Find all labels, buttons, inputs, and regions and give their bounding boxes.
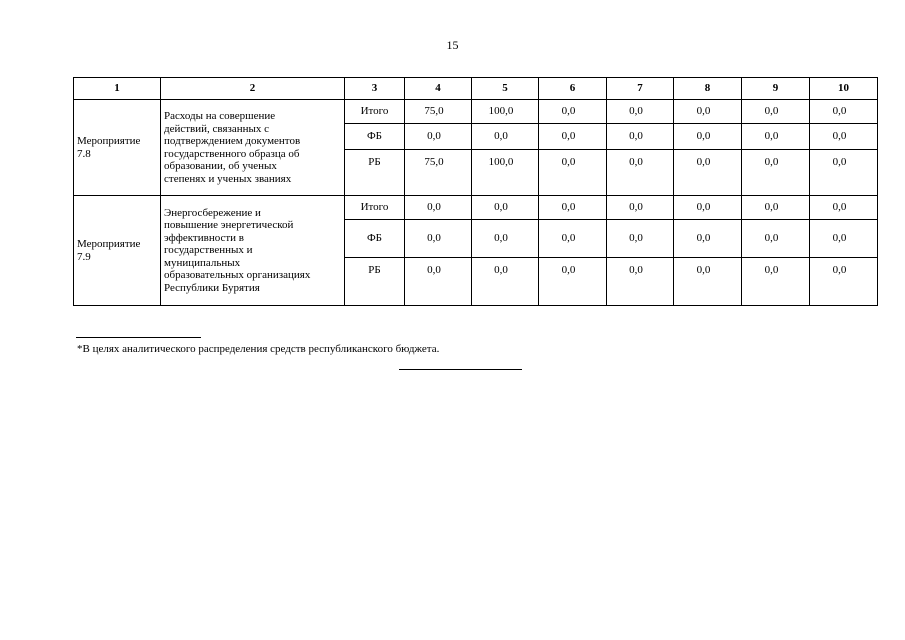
value-cell: 0,0 xyxy=(810,124,878,150)
value-cell: 0,0 xyxy=(405,124,472,150)
column-header: 6 xyxy=(539,78,607,100)
value-cell: 0,0 xyxy=(607,100,674,124)
value-cell: 0,0 xyxy=(607,150,674,196)
value-cell: 0,0 xyxy=(607,196,674,220)
column-header: 4 xyxy=(405,78,472,100)
column-header: 2 xyxy=(161,78,345,100)
value-cell: 0,0 xyxy=(539,124,607,150)
table-row xyxy=(74,100,878,124)
footnote-divider xyxy=(76,337,201,338)
value-cell: 0,0 xyxy=(674,124,742,150)
value-cell: 0,0 xyxy=(472,124,539,150)
table-row xyxy=(74,196,878,220)
value-cell: 0,0 xyxy=(472,258,539,306)
page-number: 15 xyxy=(446,38,459,52)
value-cell: 0,0 xyxy=(539,150,607,196)
source-cell: ФБ xyxy=(345,124,405,150)
value-cell: 0,0 xyxy=(607,220,674,258)
description-cell: Энергосбережение и повышение энергетической эффективности в государственных и муниципальных образовательных организациях Республики Бурятия xyxy=(161,196,345,306)
value-cell: 0,0 xyxy=(742,196,810,220)
column-header: 1 xyxy=(74,78,161,100)
value-cell: 0,0 xyxy=(539,100,607,124)
value-cell: 0,0 xyxy=(742,150,810,196)
event-cell: Мероприятие 7.8 xyxy=(74,100,161,196)
value-cell: 0,0 xyxy=(742,258,810,306)
value-cell: 0,0 xyxy=(810,258,878,306)
column-header: 7 xyxy=(607,78,674,100)
table-header-row xyxy=(74,78,878,100)
value-cell: 0,0 xyxy=(810,196,878,220)
column-header: 3 xyxy=(345,78,405,100)
value-cell: 0,0 xyxy=(674,100,742,124)
value-cell: 0,0 xyxy=(674,258,742,306)
value-cell: 0,0 xyxy=(405,196,472,220)
value-cell: 0,0 xyxy=(810,220,878,258)
column-header: 8 xyxy=(674,78,742,100)
budget-table xyxy=(73,77,878,306)
value-cell: 0,0 xyxy=(674,196,742,220)
value-cell: 100,0 xyxy=(472,100,539,124)
value-cell: 0,0 xyxy=(607,258,674,306)
value-cell: 0,0 xyxy=(539,220,607,258)
value-cell: 0,0 xyxy=(405,220,472,258)
value-cell: 0,0 xyxy=(472,220,539,258)
description-cell: Расходы на совершение действий, связанных с подтверждением документов государственного образца об образовании, об ученых степенях и ученых званиях xyxy=(161,100,345,196)
source-cell: Итого xyxy=(345,100,405,124)
value-cell: 0,0 xyxy=(742,220,810,258)
column-header: 5 xyxy=(472,78,539,100)
value-cell: 0,0 xyxy=(405,258,472,306)
value-cell: 0,0 xyxy=(810,100,878,124)
source-cell: Итого xyxy=(345,196,405,220)
end-divider xyxy=(399,369,522,370)
column-header: 10 xyxy=(810,78,878,100)
value-cell: 0,0 xyxy=(472,196,539,220)
column-header: 9 xyxy=(742,78,810,100)
value-cell: 0,0 xyxy=(742,124,810,150)
footnote-text: *В целях аналитического распределения средств республиканского бюджета. xyxy=(77,343,440,355)
value-cell: 75,0 xyxy=(405,150,472,196)
value-cell: 0,0 xyxy=(674,150,742,196)
event-cell: Мероприятие 7.9 xyxy=(74,196,161,306)
value-cell: 0,0 xyxy=(607,124,674,150)
value-cell: 0,0 xyxy=(742,100,810,124)
value-cell: 0,0 xyxy=(539,196,607,220)
source-cell: РБ xyxy=(345,258,405,306)
source-cell: РБ xyxy=(345,150,405,196)
value-cell: 100,0 xyxy=(472,150,539,196)
source-cell: ФБ xyxy=(345,220,405,258)
value-cell: 0,0 xyxy=(539,258,607,306)
value-cell: 0,0 xyxy=(810,150,878,196)
value-cell: 75,0 xyxy=(405,100,472,124)
value-cell: 0,0 xyxy=(674,220,742,258)
